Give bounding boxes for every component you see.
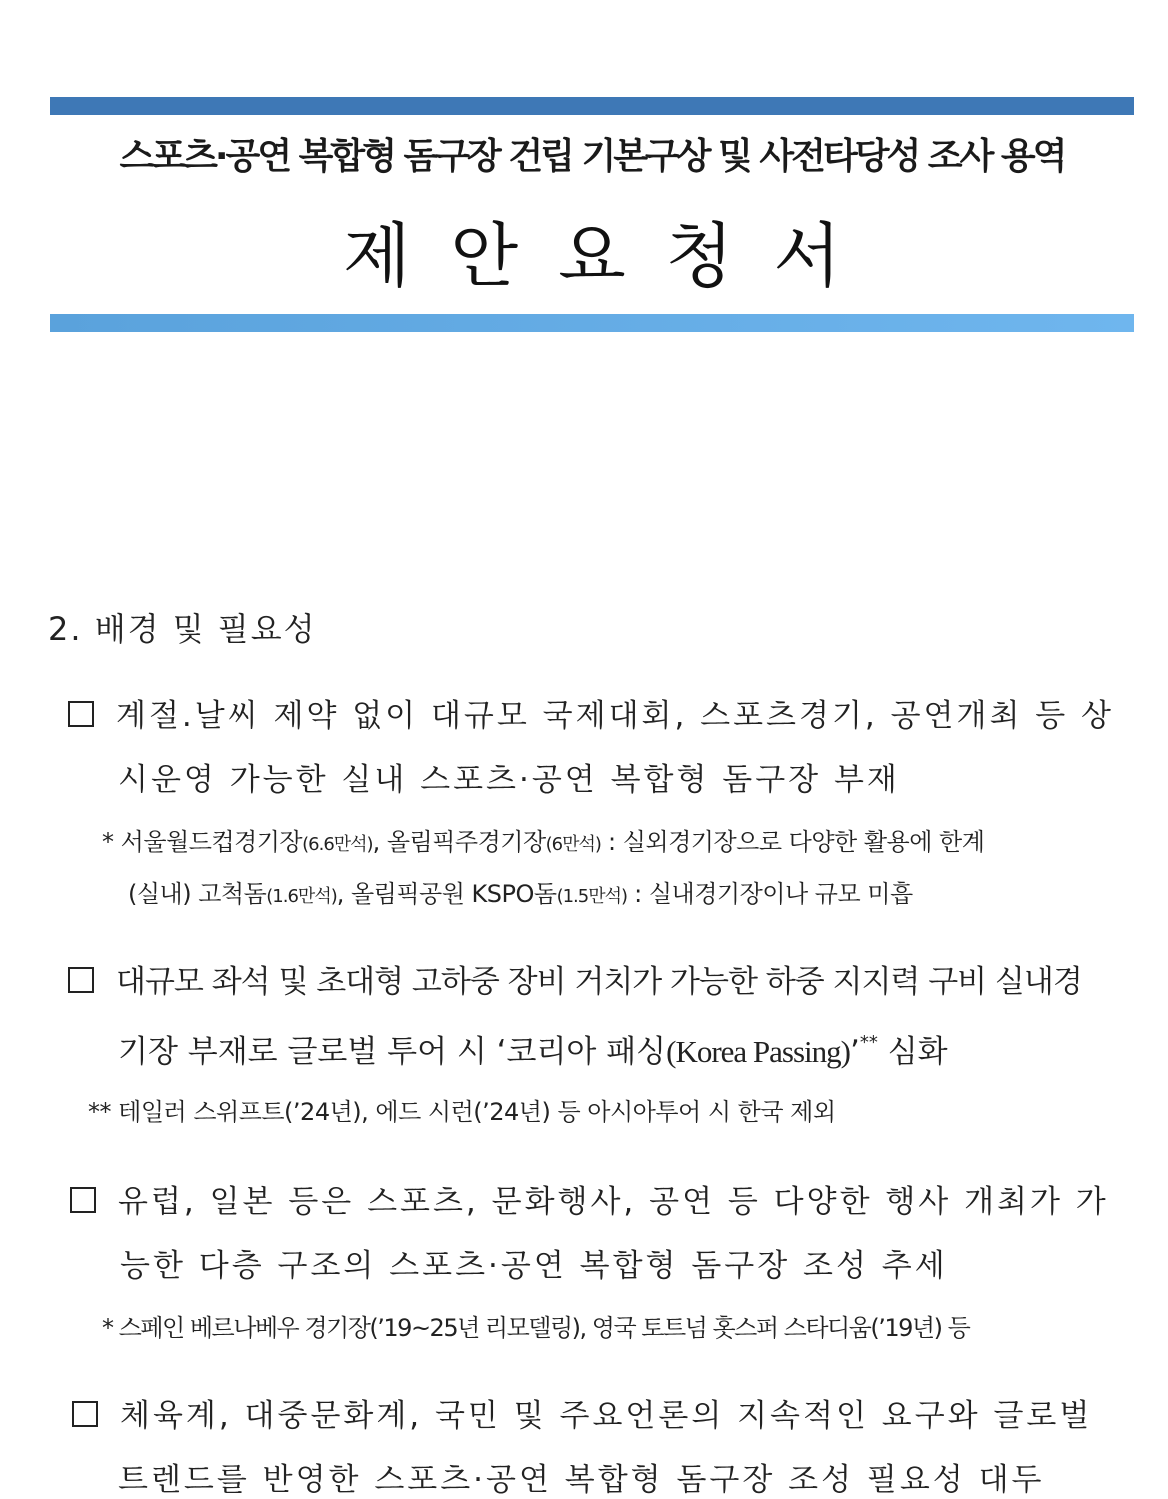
checkbox-square-icon bbox=[72, 1401, 98, 1427]
document-subtitle: 스포츠·공연 복합형 돔구장 건립 기본구상 및 사전타당성 조사 용역 bbox=[119, 136, 1065, 177]
bullet-1-line-1: 계절.날씨 제약 없이 대규모 국제대회, 스포츠경기, 공연개최 등 상 bbox=[68, 690, 1114, 735]
bullet-4-line-2: 트렌드를 반영한 스포츠·공연 복합형 돔구장 조성 필요성 대두 bbox=[118, 1462, 1045, 1498]
checkbox-square-icon bbox=[68, 967, 94, 993]
header-top-bar bbox=[50, 97, 1134, 115]
bullet-4-line-1: 체육계, 대중문화계, 국민 및 주요언론의 지속적인 요구와 글로벌 bbox=[72, 1390, 1092, 1435]
bullet-3-note-1: * 스페인 베르나베우 경기장(’19~25년 리모델링), 영국 토트넘 홋스퍼 스타디움(’19년) 등 bbox=[102, 1314, 970, 1342]
document-title: 제안요청서 bbox=[342, 215, 882, 297]
bullet-3-line-1: 유럽, 일본 등은 스포츠, 문화행사, 공연 등 다양한 행사 개최가 가 bbox=[70, 1176, 1109, 1221]
header-bottom-bar bbox=[50, 314, 1134, 332]
bullet-1-note-1: * 서울월드컵경기장(6.6만석), 올림픽주경기장(6만석) : 실외경기장으로 다양한 활용에 한계 bbox=[102, 828, 985, 856]
bullet-1-line-2: 시운영 가능한 실내 스포츠·공연 복합형 돔구장 부재 bbox=[118, 762, 900, 798]
checkbox-square-icon bbox=[70, 1187, 96, 1213]
bullet-2-line-1: 대규모 좌석 및 초대형 고하중 장비 거치가 가능한 하중 지지력 구비 실내경 bbox=[68, 956, 1082, 1001]
bullet-2-line-2: 기장 부재로 글로벌 투어 시 ‘코리아 패싱(Korea Passing)’** 심화 bbox=[118, 1032, 948, 1070]
checkbox-square-icon bbox=[68, 701, 94, 727]
bullet-2-note-1: ** 테일러 스위프트(’24년), 에드 시런(’24년) 등 아시아투어 시 한국 제외 bbox=[88, 1098, 836, 1126]
bullet-3-line-2: 능한 다층 구조의 스포츠·공연 복합형 돔구장 조성 추세 bbox=[120, 1248, 948, 1284]
bullet-1-note-2: (실내) 고척돔(1.6만석), 올림픽공원 KSPO돔(1.5만석) : 실내경기장이나 규모 미흡 bbox=[128, 880, 913, 908]
section-heading: 2. 배경 및 필요성 bbox=[48, 610, 317, 648]
